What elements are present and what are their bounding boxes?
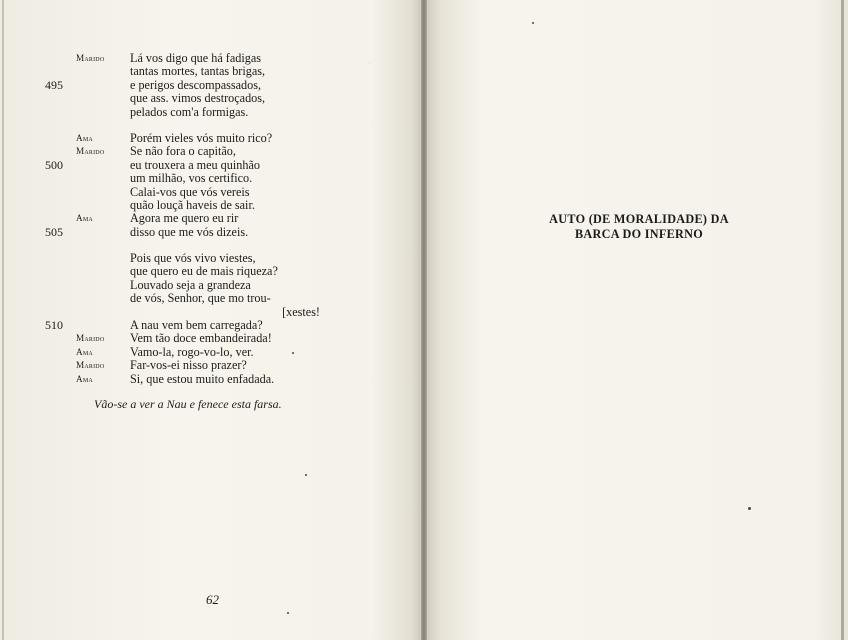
- verse-line: [0, 92, 424, 105]
- verse-line: [0, 346, 424, 359]
- verse-block: [0, 52, 424, 386]
- verse-line: [0, 279, 424, 292]
- play-title: [484, 212, 794, 242]
- speaker-name: Marido: [76, 360, 105, 371]
- verse-text: Far-vos-ei nisso prazer?: [130, 358, 247, 373]
- verse-text: quão louçã haveis de sair.: [130, 197, 255, 212]
- ink-speck: [287, 612, 289, 614]
- verse-line: [0, 65, 424, 78]
- speaker-name: Ama: [76, 346, 93, 357]
- verse-line: [0, 319, 424, 332]
- ink-speck: [748, 507, 751, 510]
- book-gutter: [421, 0, 427, 640]
- verse-text: e perigos descompassados,: [130, 77, 261, 92]
- verse-line: [0, 292, 424, 305]
- speaker-name: Marido: [76, 53, 105, 63]
- verse-line: [0, 52, 424, 65]
- verse-text: Vem tão doce embandeirada!: [130, 331, 272, 346]
- speaker-name: Marido: [76, 333, 105, 344]
- verse-line: [0, 306, 424, 319]
- stanza-gap: [0, 119, 424, 132]
- verse-text: tantas mortes, tantas brigas,: [130, 64, 266, 79]
- verse-line: [0, 212, 424, 225]
- verse-text: um milhão, vos certifico.: [130, 171, 253, 186]
- verse-text: Louvado seja a grandeza: [130, 277, 251, 292]
- verse-number: 495: [45, 77, 63, 92]
- verse-line: [0, 159, 424, 172]
- verse-text: de vós, Senhor, que mo trou-: [130, 291, 271, 306]
- verse-text: eu trouxera a meu quinhão: [130, 157, 260, 172]
- verse-line: [0, 265, 424, 278]
- verse-line: [0, 106, 424, 119]
- verse-line: [0, 172, 424, 185]
- verse-number: 500: [45, 157, 63, 172]
- verse-text: Agora me quero eu rir: [130, 211, 239, 226]
- verse-text: Se não fora o capitão,: [130, 144, 236, 159]
- ink-speck: [292, 352, 294, 354]
- verse-line: [0, 359, 424, 372]
- bleed-through-text: ·: [368, 58, 371, 68]
- verse-line: [0, 252, 424, 265]
- verse-line: [0, 226, 424, 239]
- verse-text: pelados com'a formigas.: [130, 104, 249, 119]
- page-number: 62: [206, 592, 219, 607]
- speaker-name: Marido: [76, 146, 105, 157]
- verse-line: [0, 186, 424, 199]
- verse-text: Lá vos digo que há fadigas: [130, 51, 261, 65]
- speaker-name: Ama: [76, 373, 93, 384]
- ink-speck: [532, 22, 534, 24]
- verse-text: que quero eu de mais riqueza?: [130, 264, 278, 279]
- verse-text: que ass. vimos destroçados,: [130, 91, 266, 106]
- verse-text: Porém vieles vós muito rico?: [130, 130, 273, 145]
- play-title-line-2: BARCA DO INFERNO: [574, 227, 704, 241]
- verse-text: Pois que vós vivo viestes,: [130, 251, 256, 266]
- play-title-line-1: AUTO (DE MORALIDADE) DA: [549, 212, 729, 226]
- speaker-name: Ama: [76, 213, 93, 224]
- verse-line: [0, 145, 424, 158]
- verse-line: [0, 373, 424, 386]
- verse-text: disso que me vós dizeis.: [130, 224, 249, 239]
- verse-text: Si, que estou muito enfadada.: [130, 371, 275, 386]
- verse-line: [0, 199, 424, 212]
- verse-text: Calai-vos que vós vereis: [130, 184, 250, 199]
- right-page: [424, 0, 848, 640]
- speaker-name: Ama: [76, 132, 93, 143]
- verse-text: Vamo-la, rogo-vo-lo, ver.: [130, 344, 254, 359]
- verse-number: 510: [45, 318, 63, 333]
- verse-line: [0, 332, 424, 345]
- right-page-edge: [841, 0, 844, 640]
- verse-line: [0, 79, 424, 92]
- ink-speck: [305, 474, 307, 476]
- stage-direction: Vão-se a ver a Nau e fenece esta farsa.: [94, 397, 282, 411]
- verse-text: A nau vem bem carregada?: [130, 318, 263, 333]
- verse-text: [xestes!: [282, 304, 320, 319]
- verse-line: [0, 132, 424, 145]
- verse-number: 505: [45, 224, 63, 239]
